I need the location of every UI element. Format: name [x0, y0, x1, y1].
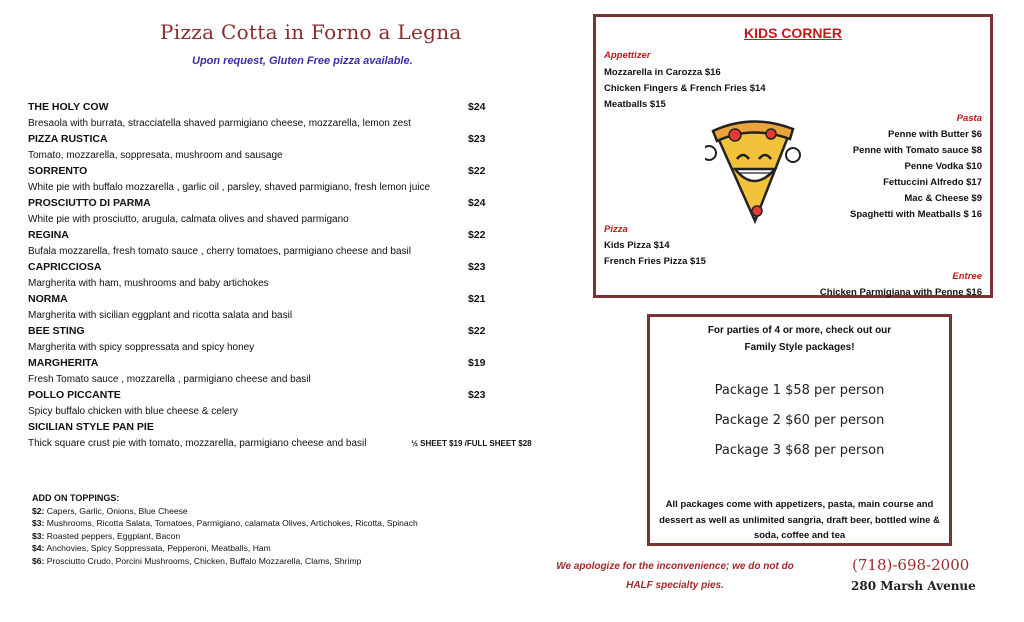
pizza-item — [28, 389, 588, 421]
toppings-heading: ADD ON TOPPINGS: — [32, 493, 120, 503]
topping-row — [32, 555, 418, 568]
pizza-slice-mascot-icon — [705, 115, 801, 232]
kids-pizza-item: Kids Pizza $14 — [604, 240, 670, 251]
kids-pasta-item: Penne with Tomato sauce $8 — [852, 145, 982, 156]
topping-items: Anchovies, Spicy Soppressata, Pepperoni, Meatballs, Ham — [44, 543, 271, 553]
gluten-free-note: Upon request, Gluten Free pizza available. — [192, 55, 413, 67]
pizza-price: $23 — [468, 261, 486, 273]
package-item: Package 1 $58 per person — [714, 383, 885, 398]
pan-pie-desc: Thick square crust pie with tomato, mozzarella, parmigiano cheese and basil — [28, 438, 367, 449]
pan-pie-sizes: ½ SHEET $19 /FULL SHEET $28 — [411, 439, 532, 448]
pizza-list — [28, 101, 588, 421]
pizza-price: $22 — [468, 325, 486, 337]
topping-items: Roasted peppers, Eggplant, Bacon — [44, 530, 181, 541]
pizza-price: $21 — [468, 293, 486, 305]
pizza-desc: White pie with buffalo mozzarella , garlic oil , parsley, shaved parmigiano, fresh lemon juice — [28, 182, 431, 193]
pizza-item — [28, 197, 588, 229]
apology-line: HALF specialty pies. — [626, 580, 724, 591]
pizza-name: BEE STING — [28, 325, 85, 337]
pizza-desc: Tomato, mozzarella, soppresata, mushroom and sausage — [28, 150, 283, 161]
kids-pasta-item: Mac & Cheese $9 — [904, 193, 982, 204]
kids-pizza-item: French Fries Pizza $15 — [604, 256, 706, 267]
pizza-item — [28, 261, 588, 293]
topping-row — [32, 517, 418, 530]
pizza-desc: Fresh Tomato sauce , mozzarella , parmigiano cheese and basil — [28, 374, 311, 385]
package-item: Package 2 $60 per person — [714, 413, 885, 428]
pizza-name: PROSCIUTTO DI PARMA — [28, 197, 151, 209]
pizza-desc: Bufala mozzarella, fresh tomato sauce , cherry tomatoes, parmigiano cheese and basil — [28, 246, 411, 257]
pizza-name: MARGHERITA — [28, 357, 99, 369]
kids-pasta-item: Fettuccini Alfredo $17 — [883, 177, 982, 188]
pizza-name: THE HOLY COW — [28, 101, 109, 113]
topping-row — [32, 530, 418, 543]
kids-pasta-item: Penne with Butter $6 — [888, 129, 982, 140]
kids-pasta-label: Pasta — [956, 113, 982, 124]
kids-pizza-label: Pizza — [604, 224, 628, 235]
pan-pie-item — [28, 421, 588, 449]
pizza-desc: White pie with prosciutto, arugula, calmata olives and shaved parmigano — [28, 214, 349, 225]
pizza-name: SORRENTO — [28, 165, 88, 177]
pizza-item — [28, 357, 588, 389]
kids-entree-item: Chicken Parmigiana with Penne $16 — [819, 287, 982, 298]
half-pie-apology — [545, 557, 805, 595]
topping-price: $3: — [32, 530, 45, 541]
address: 280 Marsh Avenue — [851, 579, 976, 593]
topping-items: Capers, Garlic, Onions, Blue Cheese — [44, 505, 188, 516]
pizza-item — [28, 133, 588, 165]
topping-price: $3: — [32, 518, 45, 528]
pizza-price: $23 — [468, 389, 486, 401]
kids-appetizer-label: Appettizer — [604, 50, 651, 61]
pizza-desc: Bresaola with burrata, stracciatella shaved parmigiano cheese, mozzarella, lemon zest — [28, 118, 411, 129]
pizza-name: PIZZA RUSTICA — [28, 133, 108, 145]
kids-pasta-item: Spaghetti with Meatballs $ 16 — [850, 209, 982, 220]
pizza-desc: Margherita with sicilian eggplant and ricotta salata and basil — [28, 310, 293, 321]
pizza-price: $24 — [468, 197, 486, 209]
pizza-price: $19 — [468, 357, 486, 369]
pan-pie-name: SICILIAN STYLE PAN PIE — [28, 421, 154, 433]
pizza-price: $24 — [468, 101, 486, 113]
topping-price: $2: — [32, 505, 45, 516]
pizza-item — [28, 229, 588, 261]
topping-row — [32, 505, 418, 518]
restaurant-title: Pizza Cotta in Forno a Legna — [160, 20, 462, 44]
pizza-name: POLLO PICCANTE — [28, 389, 121, 401]
kids-appetizer-item: Chicken Fingers & French Fries $14 — [604, 83, 766, 94]
apology-line: We apologize for the inconvenience; we do not do — [556, 561, 794, 572]
pizza-desc: Margherita with ham, mushrooms and baby artichokes — [28, 278, 269, 289]
phone-number: (718)-698-2000 — [852, 556, 970, 574]
pizza-item — [28, 165, 588, 197]
topping-price: $4: — [32, 543, 45, 553]
pizza-menu — [28, 101, 588, 449]
package-note: All packages come with appetizers, pasta, main course and dessert as well as unlimited sangria, draft beer, bottled wine & soda, coffee and tea — [659, 499, 940, 541]
pizza-price: $22 — [468, 165, 486, 177]
family-intro-line: For parties of 4 or more, check out our — [707, 325, 892, 336]
family-style-box — [647, 314, 952, 546]
family-intro-line: Family Style packages! — [744, 342, 855, 353]
add-on-toppings — [32, 492, 418, 567]
pizza-price: $22 — [468, 229, 486, 241]
pizza-desc: Margherita with spicy soppressata and spicy honey — [28, 342, 255, 353]
package-item: Package 3 $68 per person — [714, 443, 885, 458]
pizza-price: $23 — [468, 133, 486, 145]
kids-entree-label: Entree — [952, 271, 982, 282]
topping-items: Mushrooms, Ricotta Salata, Tomatoes, Parmigiano, calamata Olives, Artichokes, Ricotta, Spinach — [44, 518, 418, 528]
pizza-item — [28, 293, 588, 325]
kids-corner-title: KIDS CORNER — [743, 25, 842, 41]
topping-price: $6: — [32, 555, 45, 566]
kids-appetizer-item: Mozzarella in Carozza $16 — [604, 67, 721, 78]
pizza-name: NORMA — [28, 293, 68, 305]
topping-row — [32, 542, 418, 555]
pizza-desc: Spicy buffalo chicken with blue cheese & celery — [28, 406, 238, 417]
kids-pasta-item: Penne Vodka $10 — [904, 161, 982, 172]
pizza-name: REGINA — [28, 229, 69, 241]
toppings-list — [32, 505, 418, 568]
topping-items: Prosciutto Crudo, Porcini Mushrooms, Chicken, Buffalo Mozzarella, Clams, Shrimp — [44, 555, 362, 566]
pizza-item — [28, 101, 588, 133]
pizza-item — [28, 325, 588, 357]
kids-appetizer-item: Meatballs $15 — [604, 99, 666, 110]
pizza-name: CAPRICCIOSA — [28, 261, 102, 273]
